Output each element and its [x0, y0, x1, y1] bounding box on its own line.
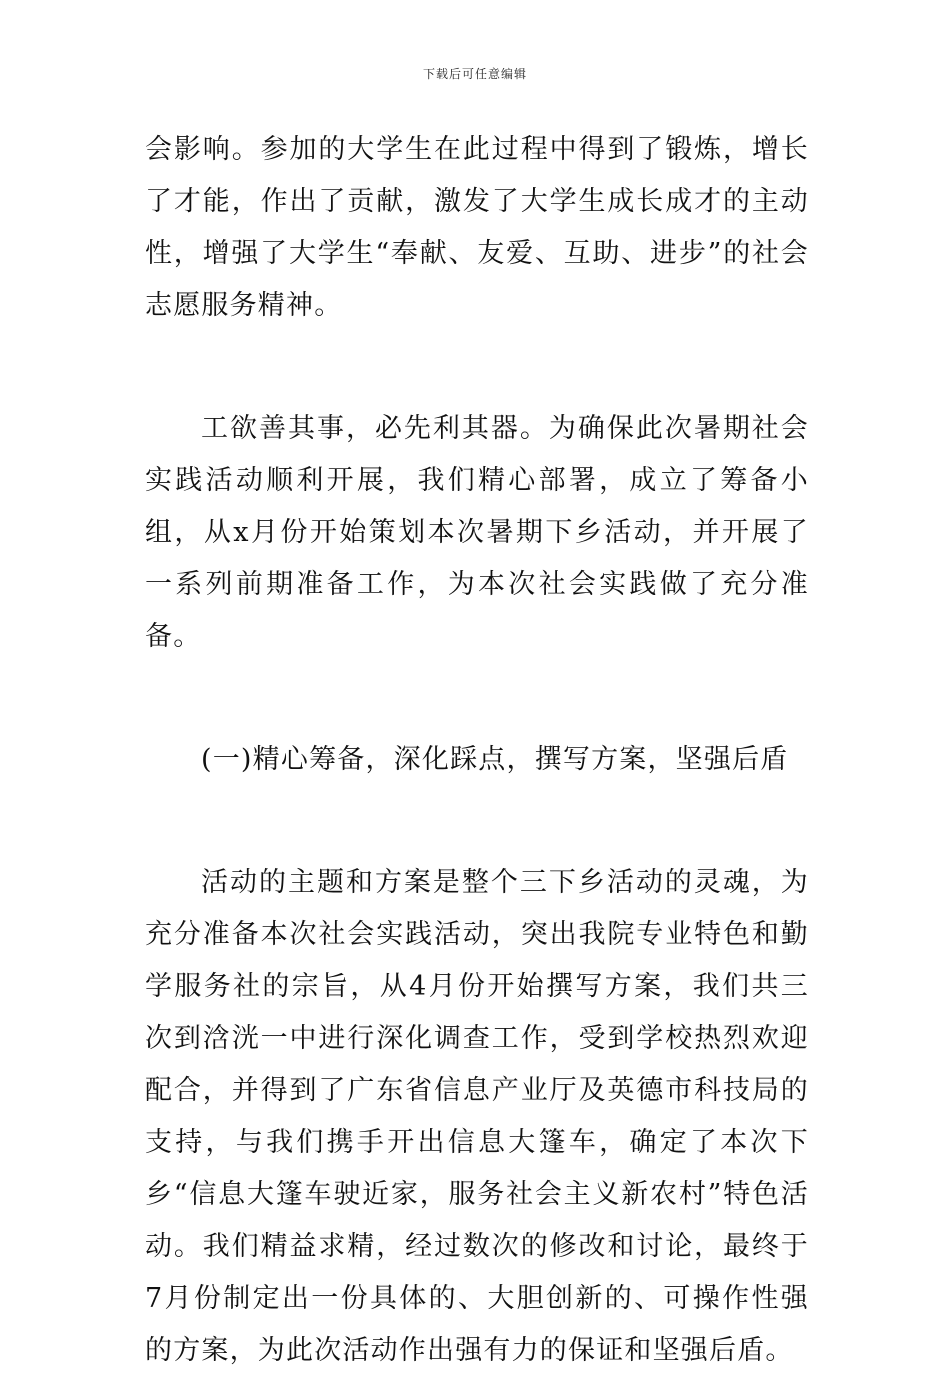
header-note: 下载后可任意编辑 — [422, 67, 527, 81]
document-body — [145, 124, 809, 1377]
section-heading: (一)精心筹备，深化踩点，撰写方案，坚强后盾 — [201, 744, 789, 775]
paragraph-preparation: 工欲善其事，必先利其器。为确保此次暑期社会实践活动顺利开展，我们精心部署，成立了筹备小组，从x月份开始策划本次暑期下乡活动，并开展了一系列前期准备工作，为本次社会实践做了充分准备。 — [145, 413, 809, 652]
paragraph-activity-plan: 活动的主题和方案是整个三下乡活动的灵魂，为充分准备本次社会实践活动，突出我院专业特色和勤学服务社的宗旨，从4月份开始撰写方案，我们共三次到浛洸一中进行深化调查工作，受到学校热烈欢迎配合，并得到了广东省信息产业厅及英德市科技局的支持，与我们携手开出信息大篷车，确定了本次下乡“信息大篷车驶近家，服务社会主义新农村”特色活动。我们精益求精，经过数次的修改和讨论，最终于7月份制定出一份具体的、大胆创新的、可操作性强的方案，为此次活动作出强有力的保证和坚强后盾。 — [145, 867, 809, 1366]
paragraph-continuation: 会影响。参加的大学生在此过程中得到了锻炼，增长了才能，作出了贡献，激发了大学生成长成才的主动性，增强了大学生“奉献、友爱、互助、进步”的社会志愿服务精神。 — [145, 134, 809, 321]
